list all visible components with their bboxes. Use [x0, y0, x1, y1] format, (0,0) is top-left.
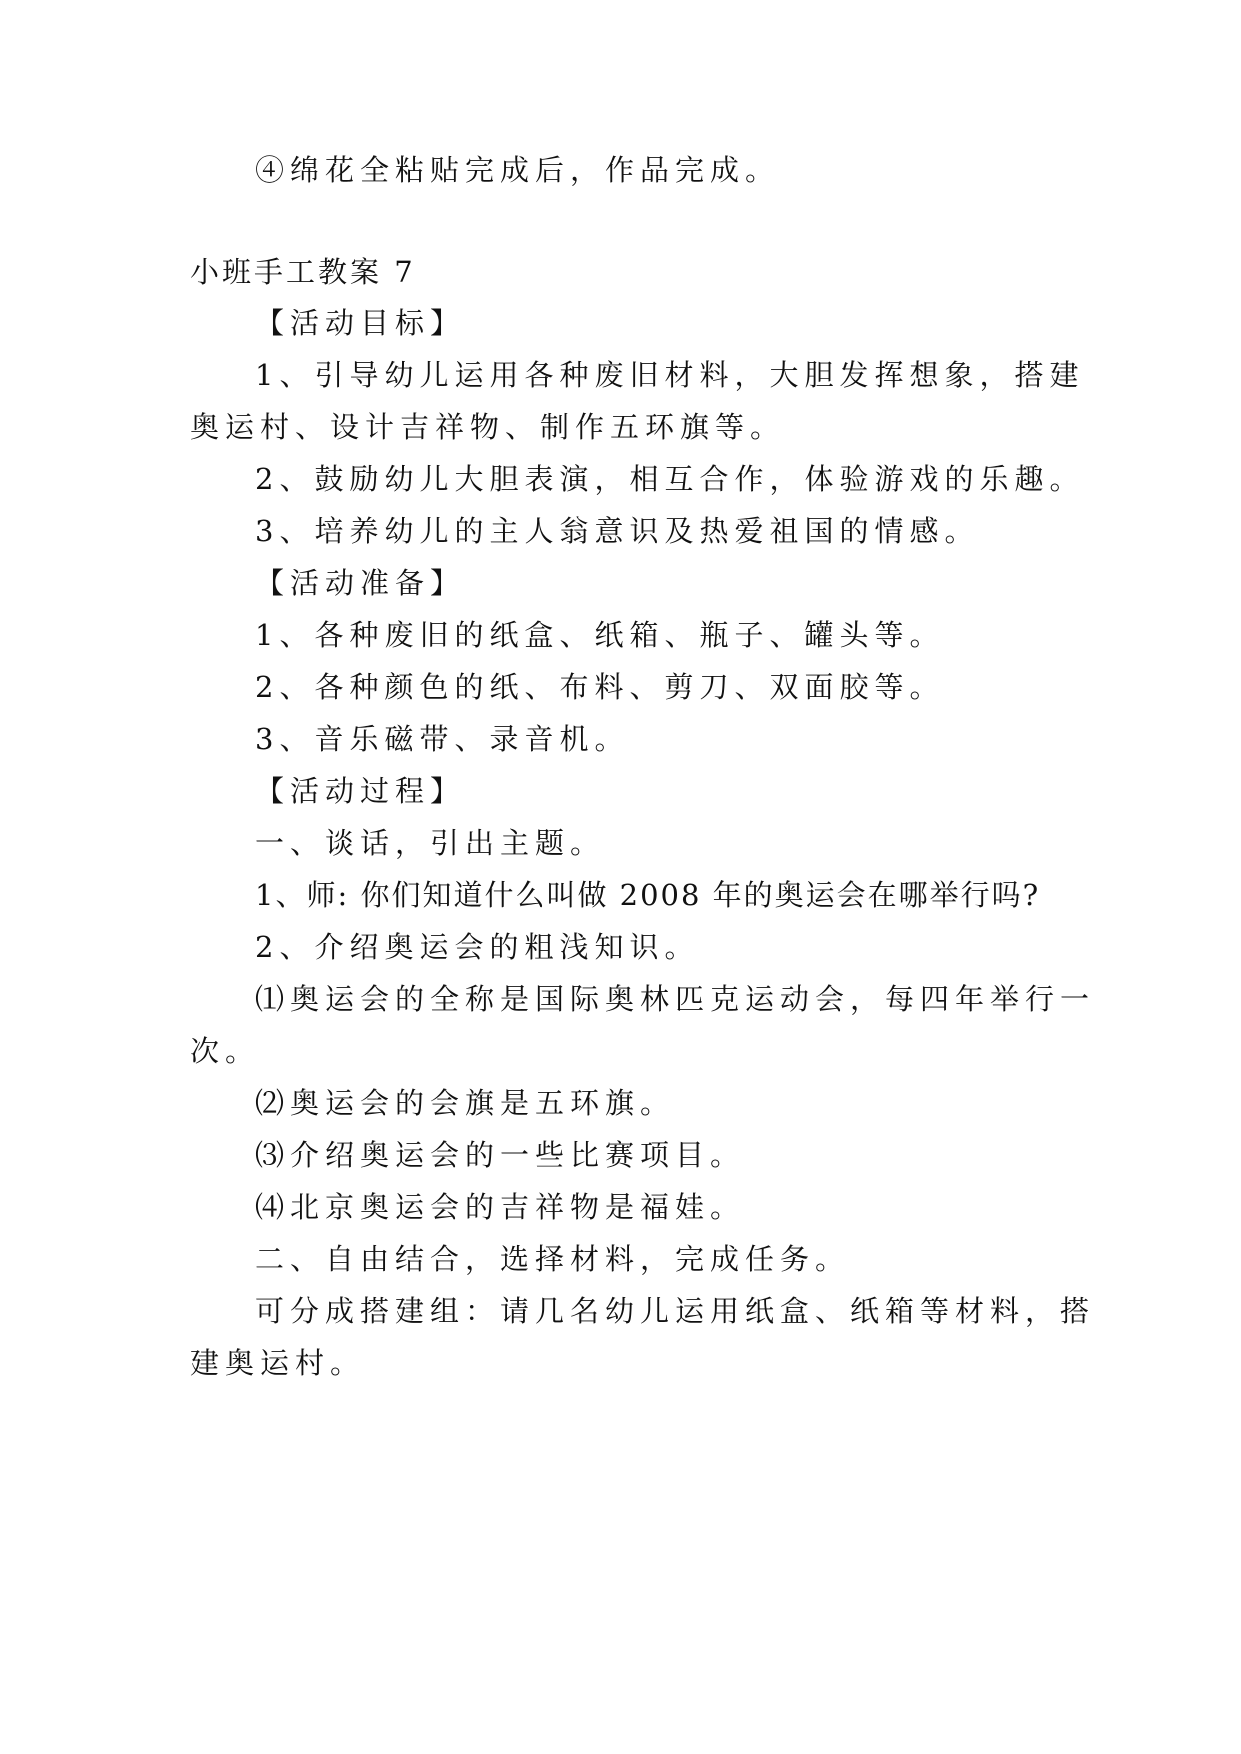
goal-item-3: 3、培养幼儿的主人翁意识及热爱祖国的情感。: [255, 514, 980, 548]
process-heading: 【活动过程】: [255, 774, 466, 808]
section-title: 小班手工教案 7: [190, 255, 416, 289]
process-step-2: 二、自由结合，选择材料，完成任务。: [255, 1242, 851, 1276]
process-point-1a: ⑴奥运会的全称是国际奥林匹克运动会，每四年举行一: [255, 982, 1096, 1016]
process-point-1b: 次。: [190, 1034, 261, 1068]
preparation-item-3: 3、音乐磁带、录音机。: [255, 722, 630, 756]
process-group-a: 可分成搭建组：请几名幼儿运用纸盒、纸箱等材料，搭: [255, 1294, 1096, 1328]
process-question-2: 2、介绍奥运会的粗浅知识。: [255, 930, 700, 964]
goal-item-1b: 奥运村、设计吉祥物、制作五环旗等。: [190, 410, 786, 444]
process-question-1: 1、师: 你们知道什么叫做 2008 年的奥运会在哪举行吗?: [255, 878, 1041, 912]
process-point-2: ⑵奥运会的会旗是五环旗。: [255, 1086, 676, 1120]
preparation-heading: 【活动准备】: [255, 566, 466, 600]
goals-heading: 【活动目标】: [255, 306, 466, 340]
goal-item-1a: 1、引导幼儿运用各种废旧材料，大胆发挥想象，搭建: [255, 358, 1085, 392]
intro-line: ④绵花全粘贴完成后，作品完成。: [255, 153, 781, 187]
process-point-3: ⑶介绍奥运会的一些比赛项目。: [255, 1138, 746, 1172]
process-step-1: 一、谈话，引出主题。: [255, 826, 606, 860]
preparation-item-2: 2、各种颜色的纸、布料、剪刀、双面胶等。: [255, 670, 945, 704]
process-group-b: 建奥运村。: [190, 1346, 366, 1380]
preparation-item-1: 1、各种废旧的纸盒、纸箱、瓶子、罐头等。: [255, 618, 945, 652]
goal-item-2: 2、鼓励幼儿大胆表演，相互合作，体验游戏的乐趣。: [255, 462, 1085, 496]
process-point-4: ⑷北京奥运会的吉祥物是福娃。: [255, 1190, 746, 1224]
